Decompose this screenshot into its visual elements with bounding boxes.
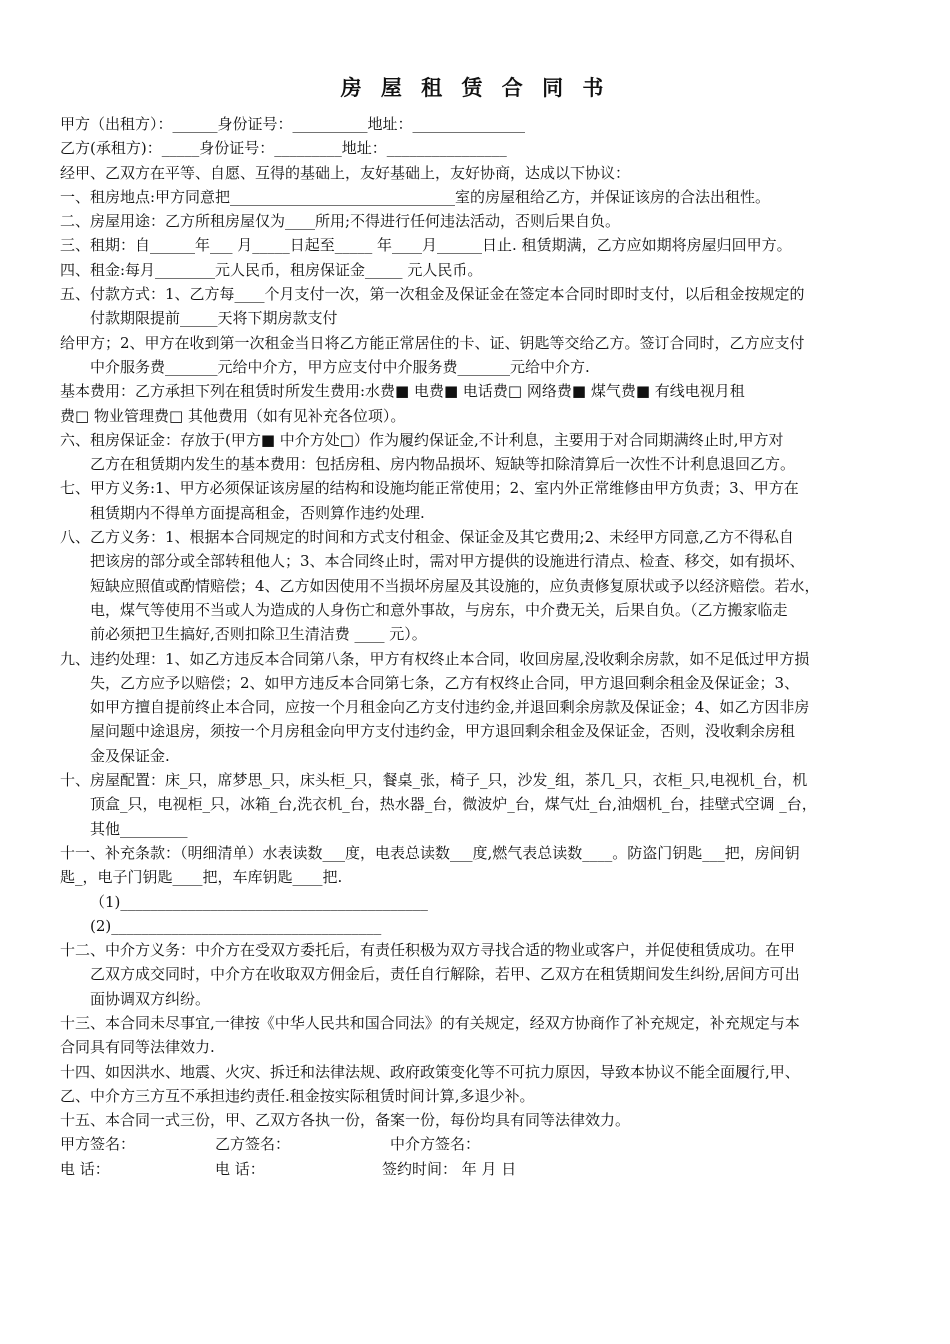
contract-line: 费□ 物业管理费□ 其他费用（如有见补充各位项）。 xyxy=(60,406,406,425)
contract-line: 乙、中介方三方互不承担违约责任.租金按实际租赁时间计算,多退少补。 xyxy=(60,1086,535,1105)
contract-line: 四、租金:每月________元人民币，租房保证金_____ 元人民币。 xyxy=(60,260,483,279)
contract-body xyxy=(60,112,898,1181)
signature-field-label: 甲方签名： xyxy=(60,1135,136,1154)
signature-field-label: 中介方签名： xyxy=(390,1135,481,1154)
signature-row xyxy=(60,1132,898,1156)
contract-line: 二、房屋用途：乙方所租房屋仅为____所用;不得进行任何违法活动，否则后果自负。 xyxy=(60,212,621,231)
document-title: 房 屋 租 赁 合 同 书 xyxy=(340,76,610,100)
contract-line: 五、付款方式：1、乙方每____个月支付一次，第一次租金及保证金在签定本合同时即时支付，以后租金按规定的 xyxy=(60,285,805,304)
contract-line: 把该房的部分或全部转租他人；3、本合同终止时，需对甲方提供的设施进行清点、检查、移交，如有损坏、 xyxy=(90,552,805,571)
contract-line: 失，乙方应予以赔偿；2、如甲方违反本合同第七条，乙方有权终止合同，甲方退回剩余租金及保证金；3、 xyxy=(90,673,800,692)
contract-line: 电，煤气等使用不当或人为造成的人身伤亡和意外事故，与房东，中介费无关，后果自负。（乙方搬家临走 xyxy=(90,600,788,619)
contract-line: 甲方（出租方）：______身份证号：__________地址：_______________ xyxy=(60,115,526,133)
contract-line: 乙双方成交同时，中介方在收取双方佣金后，责任自行解除，若甲、乙双方在租赁期间发生纠纷,居间方可出 xyxy=(90,965,800,984)
signature-field-label: 电 话： xyxy=(60,1159,110,1178)
contract-line: 前必须把卫生搞好,否则扣除卫生清洁费 ____ 元）。 xyxy=(90,625,427,644)
contract-line: 乙方(承租方)：_____身份证号：_________地址：________________ xyxy=(60,139,507,158)
contract-line: 短缺应照值或酌情赔偿；4、乙方如因使用不当损坏房屋及其设施的，应负责修复原状或予以经济赔偿。若水， xyxy=(90,576,820,595)
contract-line: 基本费用：乙方承担下列在租赁时所发生费用:水费■ 电费■ 电话费□ 网络费■ 煤气费■ 有线电视月租 xyxy=(60,382,745,401)
contract-line: 八、乙方义务：1、根据本合同规定的时间和方式支付租金、保证金及其它费用;2、未经甲方同意,乙方不得私自 xyxy=(60,528,794,547)
contract-line: 十二、中介方义务：中介方在受双方委托后，有责任积极为双方寻找合适的物业或客户，并促使租赁成功。在甲 xyxy=(60,941,796,960)
signature-field-label: 签约时间： 年 月 日 xyxy=(382,1159,517,1178)
contract-line: 如甲方擅自提前终止本合同，应按一个月租金向乙方支付违约金,并退回剩余房款及保证金；4、如乙方因非房 xyxy=(90,698,810,717)
contract-line: 十五、本合同一式三份，甲、乙双方各执一份，备案一份，每份均具有同等法律效力。 xyxy=(60,1111,631,1130)
contract-line: 七、甲方义务:1、甲方必须保证该房屋的结构和设施均能正常使用；2、室内外正常维修由甲方负责；3、甲方在 xyxy=(60,479,799,498)
contract-line: 十四、如因洪水、地震、火灾、拆迁和法律法规、政府政策变化等不可抗力原因，导致本协议不能全面履行,甲、 xyxy=(60,1062,800,1081)
contract-line: 乙方在租赁期内发生的基本费用：包括房租、房内物品损坏、短缺等扣除清算后一次性不计利息退回乙方。 xyxy=(90,455,796,474)
contract-line: 十一、补充条款：（明细清单）水表读数___度，电表总读数___度,燃气表总读数____。防盗门钥匙___把，房间钥 xyxy=(60,843,800,862)
contract-line: （1)_________________________________________ xyxy=(90,892,428,911)
contract-line: 屋问题中途退房，须按一个月房租金向甲方支付违约金，甲方退回剩余租金及保证金，否则，没收剩余房租 xyxy=(90,722,796,741)
contract-line: 付款期限提前_____天将下期房款支付 xyxy=(90,309,338,328)
contract-line: 三、租期：自______年___ 月_____日起至_____ 年____月______日止. 租赁期满，乙方应如期将房屋归回甲方。 xyxy=(60,236,792,255)
contract-line: (2)____________________________________ xyxy=(90,916,382,935)
contract-line: 顶盒_只，电视柜_只，冰箱_台,洗衣机_台，热水器_台，微波炉_台，煤气灶_台,油烟机_台，挂壁式空调 _台， xyxy=(90,795,817,814)
contract-line: 金及保证金. xyxy=(90,746,170,765)
contract-line: 其他_________ xyxy=(90,819,188,838)
contract-line: 九、违约处理：1、如乙方违反本合同第八条，甲方有权终止本合同，收回房屋,没收剩余房款，如不足低过甲方损 xyxy=(60,649,810,668)
contract-line: 十三、本合同未尽事宜,一律按《中华人民共和国合同法》的有关规定，经双方协商作了补充规定，补充规定与本 xyxy=(60,1013,800,1032)
signature-row xyxy=(60,1157,898,1181)
contract-line: 面协调双方纠纷。 xyxy=(90,989,211,1008)
signature-field-label: 电 话： xyxy=(215,1159,265,1178)
signature-field-label: 乙方签名： xyxy=(215,1135,291,1154)
contract-line: 给甲方；2、甲方在收到第一次租金当日将乙方能正常居住的卡、证、钥匙等交给乙方。签订合同时，乙方应支付 xyxy=(60,333,805,352)
contract-line: 十、房屋配置：床_只，席梦思_只，床头柜_只，餐桌_张，椅子_只，沙发_组，茶几_只，衣柜_只,电视机_台，机 xyxy=(60,771,808,790)
contract-line: 租赁期内不得单方面提高租金，否则算作违约处理. xyxy=(90,503,425,522)
contract-line: 经甲、乙双方在平等、自愿、互得的基础上，友好基础上，友好协商，达成以下协议： xyxy=(60,163,631,182)
contract-line: 六、租房保证金：存放于(甲方■ 中介方处□）作为履约保证金,不计利息，主要用于对合同期满终止时,甲方对 xyxy=(60,430,784,449)
contract-line: 中介服务费_______元给中介方，甲方应支付中介服务费_______元给中介方. xyxy=(90,357,590,376)
contract-line: 一、租房地点:甲方同意把______________________________室的房屋租给乙方，并保证该房的合法出租性。 xyxy=(60,187,771,206)
contract-line: 匙_，电子门钥匙____把，车库钥匙____把. xyxy=(60,868,343,887)
contract-line: 合同具有同等法律效力. xyxy=(60,1038,215,1057)
